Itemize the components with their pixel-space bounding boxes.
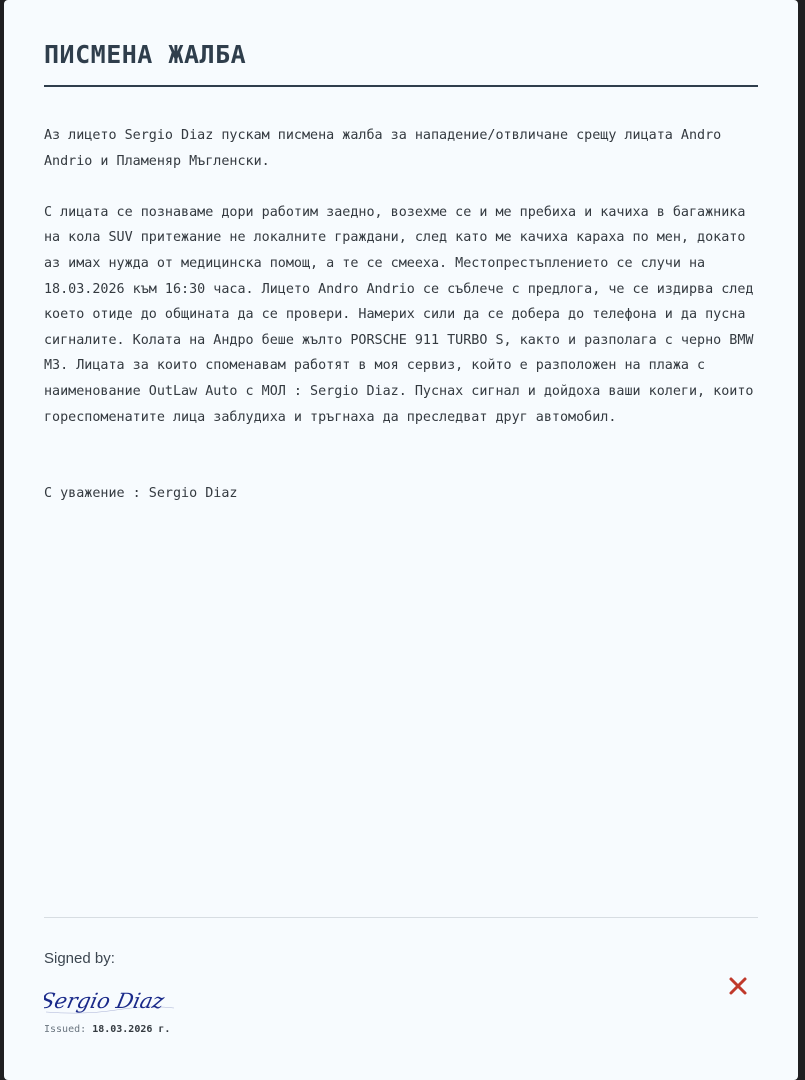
signature-drawing bbox=[44, 984, 184, 1018]
close-button[interactable] bbox=[726, 974, 750, 998]
issued-label: Issued: bbox=[44, 1024, 87, 1035]
handwritten-signature bbox=[44, 984, 184, 1023]
body-paragraph-1: Аз лицето Sergio Diaz пускам писмена жалба за нападение/отвличане срещу лицата Andro Andrio и Пламеняр Мъгленски. bbox=[44, 128, 722, 169]
close-icon bbox=[726, 974, 750, 998]
document-sheet bbox=[4, 0, 798, 1080]
title-divider bbox=[44, 85, 758, 87]
issued-date: 18.03.2026 г. bbox=[92, 1024, 171, 1035]
signature-text: Sergio Diaz bbox=[44, 989, 167, 1014]
document-title: ПИСМЕНА ЖАЛБА bbox=[44, 40, 247, 69]
document-body bbox=[44, 123, 760, 532]
body-paragraph-2: С лицата се познаваме дори работим заедно, возехме се и ме пребиха и качиха в багажника на кола SUV притежание не локалните граждани, след като ме качиха караха по мен, докато аз имах нужда от медицинска помощ, а те се смееха. Местопрестъплението се случи на 18.03.2026 към 16:30 часа. Лицето Andro Andrio се съблече с предлога, че се издирва след което отиде до общината да се провери. Намерих сили да се добера до телефона и да пусна сигналите. Колата на Андро беше жълто PORSCHE 911 TURBO S, както и разполага с черно BMW M3. Лицата за които споменавам работят в моя сервиз, който е разположен на плажа с наименование OutLaw Auto с МОЛ : Sergio Diaz. Пуснах сигнал и дойдоха ваши колеги, които гореспоменатите лица заблудиха и тръгнаха да преследват друг автомобил. bbox=[44, 204, 754, 425]
signed-by-label: Signed by: bbox=[44, 950, 115, 967]
closing-line: С уважение : Sergio Diaz bbox=[44, 486, 238, 502]
footer-divider bbox=[44, 917, 758, 918]
issued-line bbox=[44, 1024, 170, 1035]
